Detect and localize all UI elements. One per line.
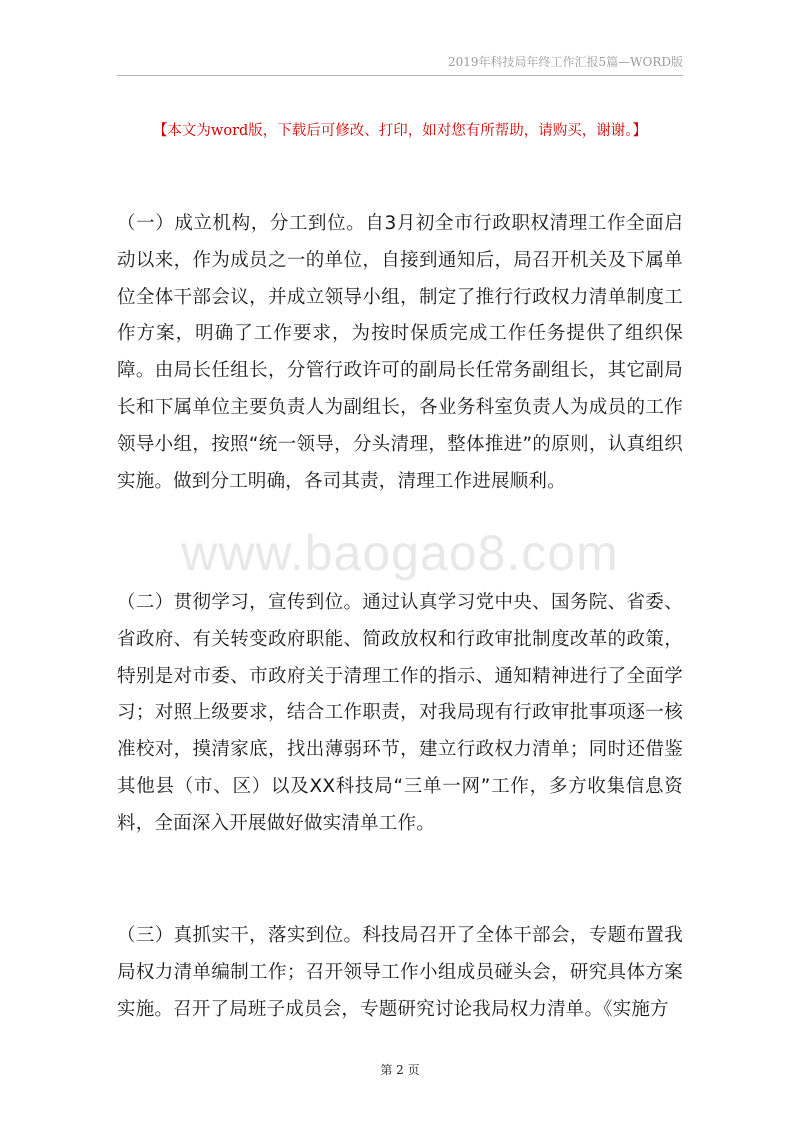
page-header-title: 2019年科技局年终工作汇报5篇—WORD版 [447,55,683,69]
page-number: 第 2 页 [380,1063,420,1077]
header-divider [117,75,683,76]
paragraph-2: （二）贯彻学习，宣传到位。通过认真学习党中央、国务院、省委、省政府、有关转变政府职能、简政放权和行政审批制度改革的政策，特别是对市委、市政府关于清理工作的指示、通知精神进行了全面学习；对照上级要求，结合工作职责，对我局现有行政审批事项逐一核准校对，摸清家底，找出薄弱环节，建立行政权力清单；同时还借鉴其他县（市、区）以及XX科技局“三单一网”工作，多方收集信息资料，全面深入开展做好做实清单工作。 [117,592,683,834]
purchase-notice: 【本文为word版，下载后可修改、打印，如对您有所帮助，请购买，谢谢。】 [152,123,648,139]
watermark-text: www.baogao8.com [181,525,619,581]
paragraph-1: （一）成立机构，分工到位。自3月初全市行政职权清理工作全面启动以来，作为成员之一的单位，自接到通知后，局召开机关及下属单位全体干部会议，并成立领导小组，制定了推行行政权力清单制度工作方案，明确了工作要求，为按时保质完成工作任务提供了组织保障。由局长任组长，分管行政许可的副局长任常务副组长，其它副局长和下属单位主要负责人为副组长，各业务科室负责人为成员的工作领导小组，按照“统一领导，分头清理，整体推进”的原则，认真组织实施。做到分工明确，各司其责，清理工作进展顺利。 [117,213,683,492]
paragraph-3: （三）真抓实干，落实到位。科技局召开了全体干部会，专题布置我局权力清单编制工作；召开领导工作小组成员碰头会，研究具体方案实施。召开了局班子成员会，专题研究讨论我局权力清单。《实施方 [117,925,683,1020]
